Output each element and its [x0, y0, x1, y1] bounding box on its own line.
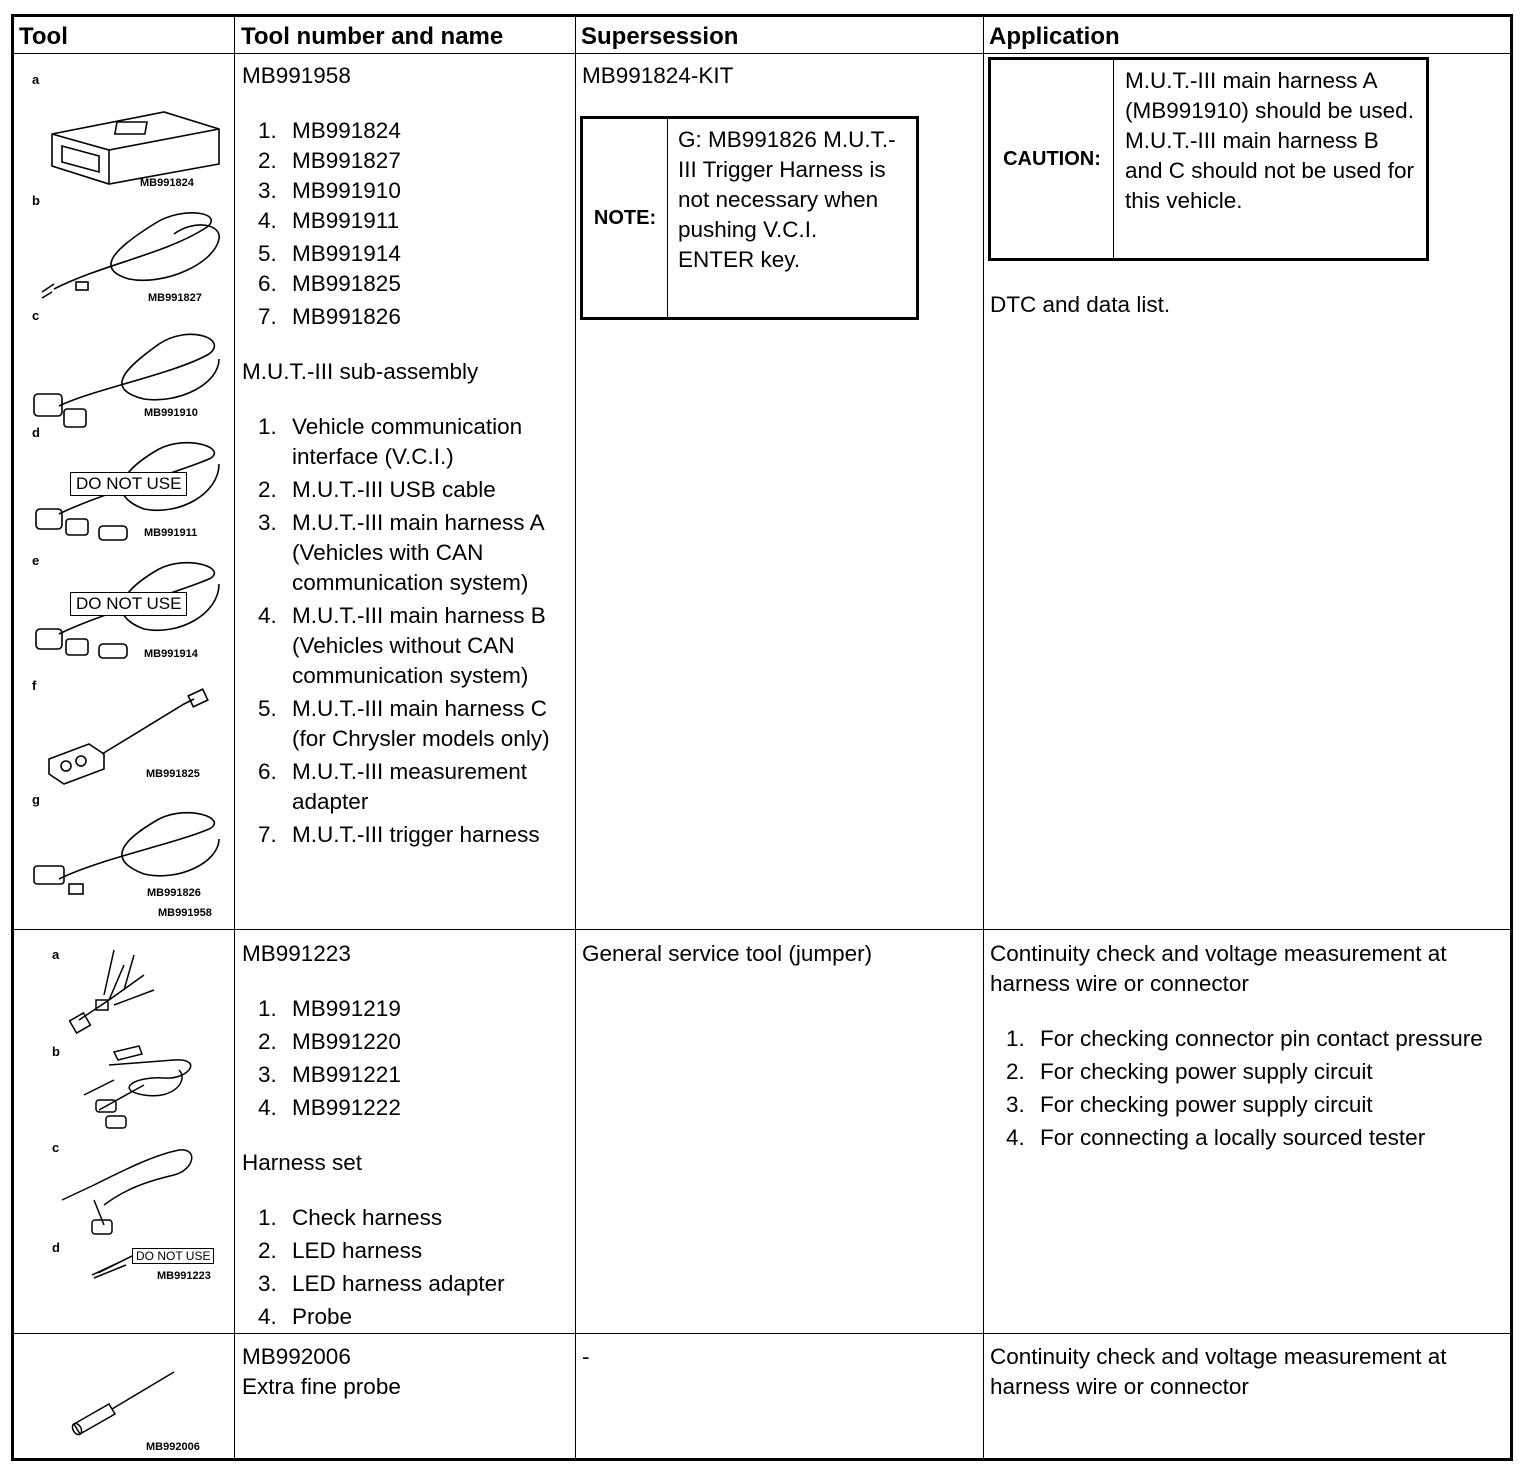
row-divider [14, 1333, 1510, 1334]
tool-letter: d [52, 1240, 60, 1255]
header-application: Application [989, 23, 1120, 50]
tool-illustration-extra-fine-probe [14, 1334, 234, 1458]
supersession-cell: - [582, 1344, 590, 1369]
list-item: 1. Check harness [258, 1205, 443, 1230]
tool-number: MB991223 [242, 941, 351, 966]
list-item: 2. For checking power supply circuit [1006, 1059, 1373, 1084]
do-not-use-label: DO NOT USE [70, 472, 187, 496]
list-item: 1. MB991824 [258, 118, 401, 143]
tool-letter: c [32, 308, 40, 323]
list-item: 4. MB991911 [258, 208, 400, 233]
subassembly-title: M.U.T.-III sub-assembly [242, 359, 479, 384]
caution-text: M.U.T.-III main harness A (MB991910) should be used. M.U.T.-III main harness B and C should not be used for this vehicle. [1125, 68, 1414, 213]
list-item: 3. MB991221 [258, 1062, 401, 1087]
list-item: 6. MB991825 [258, 271, 401, 296]
tool-code: MB991826 [147, 887, 201, 899]
tool-letter: d [32, 425, 40, 440]
column-divider [575, 17, 576, 1458]
list-item: 2. MB991827 [258, 148, 401, 173]
subassembly-list [242, 412, 572, 850]
list-item: 2. M.U.T.-III USB cable [258, 477, 496, 502]
list-item: 3. M.U.T.-III main harness A (Vehicles with CAN communication system) [258, 510, 544, 595]
part-number-list [242, 994, 572, 1123]
list-item: 2. LED harness [258, 1238, 423, 1263]
application-text: Continuity check and voltage measurement at harness wire or connector [990, 941, 1447, 996]
tool-letter: a [52, 947, 60, 962]
tool-code: MB991910 [144, 407, 198, 419]
list-item: 1. For checking connector pin contact pressure [1006, 1026, 1483, 1051]
tool-letter: a [32, 72, 40, 87]
tool-name: Extra fine probe [242, 1374, 401, 1399]
tool-code: MB991914 [144, 648, 198, 660]
header-tool-number: Tool number and name [241, 23, 504, 50]
application-text: DTC and data list. [990, 292, 1171, 317]
subassembly-list [242, 1203, 572, 1332]
tool-number: MB991958 [242, 63, 351, 88]
list-item: 4. Probe [258, 1304, 353, 1329]
list-item: 7. M.U.T.-III trigger harness [258, 822, 540, 847]
header-tool: Tool [19, 23, 68, 50]
note-label: NOTE: [583, 119, 668, 317]
list-item: 1. MB991219 [258, 996, 401, 1021]
tool-code: MB991958 [158, 907, 212, 919]
application-text: Continuity check and voltage measurement at harness wire or connector [990, 1344, 1447, 1399]
column-divider [983, 17, 984, 1458]
tool-number-cell [242, 939, 572, 1332]
tool-number: MB992006 [242, 1344, 351, 1369]
list-item: 3. For checking power supply circuit [1006, 1092, 1373, 1117]
application-cell [990, 939, 1505, 1153]
tool-letter: c [52, 1140, 60, 1155]
list-item: 1. Vehicle communication interface (V.C.I.) [258, 414, 523, 469]
subassembly-title: Harness set [242, 1150, 363, 1175]
part-number-list [242, 116, 572, 332]
list-item: 4. For connecting a locally sourced tester [1006, 1125, 1426, 1150]
caution-label: CAUTION: [991, 60, 1114, 258]
list-item: 7. MB991826 [258, 304, 401, 329]
header-supersession: Supersession [581, 23, 739, 50]
column-divider [234, 17, 235, 1458]
tool-table [11, 14, 1513, 1461]
tool-code: MB991827 [148, 292, 202, 304]
row-divider [14, 929, 1510, 930]
note-text: G: MB991826 M.U.T.-III Trigger Harness is not necessary when pushing V.C.I. ENTER key. [678, 127, 896, 272]
list-item: 3. LED harness adapter [258, 1271, 505, 1296]
do-not-use-label: DO NOT USE [132, 1248, 214, 1264]
tool-letter: b [32, 193, 40, 208]
caution-box [988, 57, 1429, 261]
supersession-cell: MB991824-KIT [582, 63, 734, 88]
list-item: 4. MB991222 [258, 1095, 401, 1120]
application-list [990, 1024, 1505, 1153]
list-item: 4. M.U.T.-III main harness B (Vehicles without CAN communication system) [258, 603, 546, 688]
tool-code: MB991824 [140, 177, 194, 189]
row-divider [14, 53, 1510, 54]
list-item: 2. MB991220 [258, 1029, 401, 1054]
list-item: 6. M.U.T.-III measurement adapter [258, 759, 528, 814]
tool-letter: e [32, 553, 40, 568]
supersession-cell: General service tool (jumper) [582, 941, 873, 966]
list-item: 5. MB991914 [258, 241, 401, 266]
tool-number-cell [242, 1342, 572, 1402]
tool-letter: g [32, 792, 40, 807]
tool-letter: f [32, 678, 37, 693]
tool-code: MB992006 [146, 1441, 200, 1453]
tool-code: MB991825 [146, 768, 200, 780]
list-item: 5. M.U.T.-III main harness C (for Chrysler models only) [258, 696, 550, 751]
tool-number-cell [242, 61, 572, 850]
tool-code: MB991911 [144, 527, 198, 539]
tool-letter: b [52, 1044, 60, 1059]
do-not-use-label: DO NOT USE [70, 592, 187, 616]
tool-code: MB991223 [157, 1270, 211, 1282]
list-item: 3. MB991910 [258, 178, 401, 203]
note-box [580, 116, 919, 320]
